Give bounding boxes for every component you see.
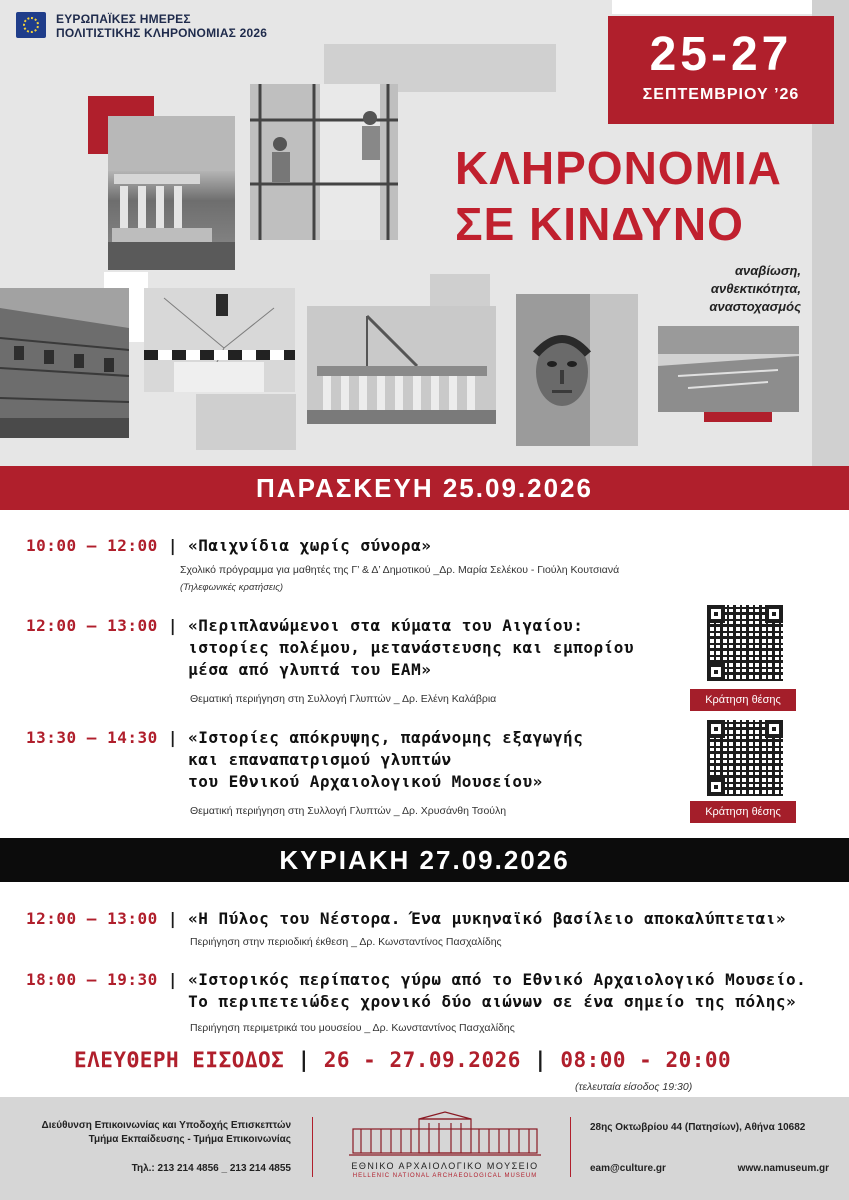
decor-block: [88, 96, 108, 154]
museum-building-icon: [345, 1111, 545, 1159]
event-series-title-line2: ΠΟΛΙΤΙΣΤΙΚΗΣ ΚΛΗΡΟΝΟΜΙΑΣ 2026: [56, 26, 268, 40]
event-item: [26, 908, 786, 930]
main-title: [455, 140, 782, 252]
free-entry-hours: 08:00 - 20:00: [560, 1048, 732, 1072]
event-time: 13:30 – 14:30: [26, 728, 158, 747]
photo-erechtheion: [108, 116, 235, 270]
phone-numbers: Τηλ.: 213 214 4856 _ 213 214 4855: [131, 1163, 291, 1174]
photo-parthenon-crane: [307, 306, 496, 424]
book-seat-button[interactable]: Κράτηση θέσης: [690, 801, 796, 823]
event-time: 10:00 – 12:00: [26, 536, 158, 555]
hero-banner: [0, 0, 849, 466]
event-description: Περιήγηση στην περιοδική έκθεση _ Δρ. Κωνσταντίνος Πασχαλίδης: [190, 936, 502, 948]
event-title: «Περιπλανώμενοι στα κύματα του Αιγαίου: ιστορίες πολέμου, μετανάστευσης και εμπορίου μέσα από γλυπτά του ΕΑΜ»: [188, 616, 634, 679]
event-title: «Παιχνίδια χωρίς σύνορα»: [188, 536, 432, 555]
free-entry-dates: 26 - 27.09.2026: [323, 1048, 521, 1072]
photo-old-building: [0, 288, 129, 438]
day-header-friday: ΠΑΡΑΣΚΕΥΗ 25.09.2026: [0, 466, 849, 510]
separator: |: [520, 1048, 561, 1072]
event-item: [26, 969, 806, 1013]
date-month: ΣΕΠΤΕΜΒΡΙΟΥ ’26: [642, 86, 800, 103]
event-series-title-line1: ΕΥΡΩΠΑΪΚΕΣ ΗΜΕΡΕΣ: [56, 12, 191, 26]
subtitle-line1: αναβίωση,: [734, 263, 801, 278]
department-line2: Τμήμα Εκπαίδευσης - Τμήμα Επικοινωνίας: [88, 1134, 291, 1145]
decor-block: [196, 394, 296, 450]
event-description: Σχολικό πρόγραμμα για μαθητές της Γ’ & Δ’ Δημοτικού _Δρ. Μαρία Σελέκου - Γιούλη Κουτσιανά: [180, 564, 620, 576]
department-line1: Διεύθυνση Επικοινωνίας και Υποδοχής Επισκεπτών: [41, 1120, 291, 1131]
free-entry-line: [74, 1048, 731, 1072]
book-seat-button[interactable]: Κράτηση θέσης: [690, 689, 796, 711]
free-entry-label: ΕΛΕΥΘΕΡΗ ΕΙΣΟΔΟΣ: [74, 1048, 285, 1072]
qr-code[interactable]: [707, 720, 783, 796]
event-time: 18:00 – 19:30: [26, 970, 158, 989]
department-info: [42, 1119, 291, 1147]
main-title-line2: ΣΕ ΚΙΝΔΥΝΟ: [455, 198, 744, 250]
event-description: Περιήγηση περιμετρικά του μουσείου _ Δρ. Κωνσταντίνος Πασχαλίδης: [190, 1022, 515, 1034]
event-title: «Η Πύλος του Νέστορα. Ένα μυκηναϊκό βασίλειο αποκαλύπτεται»: [188, 909, 786, 928]
event-title: «Ιστορικός περίπατος γύρω από το Εθνικό Αρχαιολογικό Μουσείο. Το περιπετειώδες χρονικό δύο αιώνων σε ένα σημείο της πόλης»: [188, 970, 807, 1011]
footer: [0, 1097, 849, 1200]
event-item: [26, 727, 583, 793]
divider: [570, 1117, 571, 1177]
event-item: [26, 535, 431, 557]
last-entry-note: (τελευταία είσοδος 19:30): [575, 1081, 693, 1093]
qr-code[interactable]: [707, 605, 783, 681]
museum-logo: [345, 1111, 545, 1191]
event-series-title: [56, 12, 267, 40]
separator: |: [284, 1048, 324, 1072]
date-days: 25-27: [649, 28, 793, 81]
separator: |: [157, 909, 189, 928]
divider: [312, 1117, 313, 1177]
event-description: Θεματική περιήγηση στη Συλλογή Γλυπτών _ Δρ. Ελένη Καλάβρια: [190, 693, 497, 705]
email-link[interactable]: eam@culture.gr: [590, 1163, 666, 1174]
event-time: 12:00 – 13:00: [26, 616, 158, 635]
eu-heritage-days-logo: [16, 12, 46, 38]
separator: |: [157, 728, 189, 747]
separator: |: [157, 970, 189, 989]
main-title-line1: ΚΛΗΡΟΝΟΜΙΑ: [455, 142, 782, 194]
subtitle-line2: ανθεκτικότητα,: [710, 281, 801, 296]
day-header-sunday: ΚΥΡΙΑΚΗ 27.09.2026: [0, 838, 849, 882]
website-link[interactable]: www.namuseum.gr: [737, 1163, 829, 1174]
event-note: (Τηλεφωνικές κρατήσεις): [180, 582, 284, 593]
separator: |: [157, 616, 189, 635]
museum-name-en: HELLENIC NATIONAL ARCHAEOLOGICAL MUSEUM: [352, 1173, 538, 1179]
event-time: 12:00 – 13:00: [26, 909, 158, 928]
event-title: «Ιστορίες απόκρυψης, παράνομης εξαγωγής και επαναπατρισμού γλυπτών του Εθνικού Αρχαιολογικού Μουσείου»: [188, 728, 584, 791]
date-badge: [608, 16, 834, 124]
photo-coastal-ruins: [658, 326, 799, 412]
museum-address: 28ης Οκτωβρίου 44 (Πατησίων), Αθήνα 10682: [590, 1122, 806, 1133]
photo-fayum-portrait: [516, 294, 638, 446]
event-description: Θεματική περιήγηση στη Συλλογή Γλυπτών _ Δρ. Χρυσάνθη Τσούλη: [190, 805, 507, 817]
separator: |: [157, 536, 189, 555]
event-item: [26, 615, 634, 681]
subtitle: [709, 262, 801, 316]
subtitle-line3: αναστοχασμός: [709, 299, 801, 314]
photo-damaged-statue: [144, 288, 295, 392]
photo-restoration-workers: [250, 84, 398, 240]
museum-name: ΕΘΝΙΚΟ ΑΡΧΑΙΟΛΟΓΙΚΟ ΜΟΥΣΕΙΟ: [351, 1161, 539, 1171]
decor-block: [612, 0, 812, 14]
